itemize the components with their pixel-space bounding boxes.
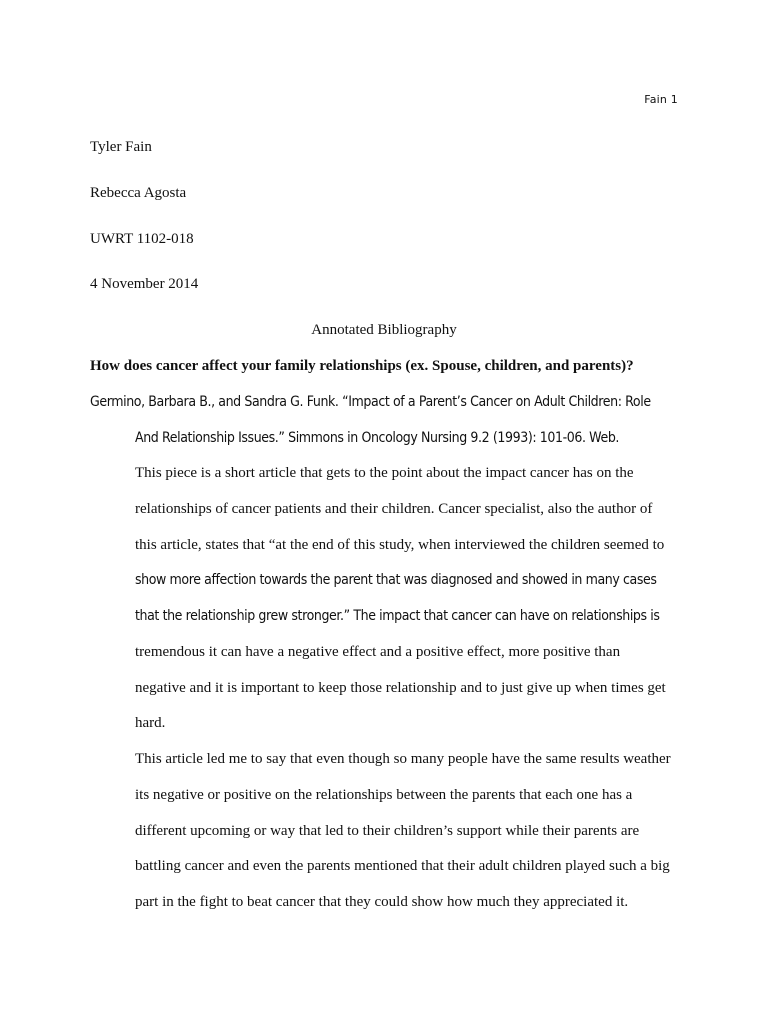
paragraph-line: its negative or positive on the relationships between the parents that each one has a: [135, 787, 633, 803]
research-question: How does cancer affect your family relationships (ex. Spouse, children, and parents)?: [90, 358, 634, 374]
running-header-page-number: Fain 1: [644, 93, 678, 106]
paragraph-line: negative and it is important to keep those relationship and to just give up when times get: [135, 680, 666, 696]
paragraph-line: tremendous it can have a negative effect and a positive effect, more positive than: [135, 644, 621, 660]
paragraph-line: This article led me to say that even though so many people have the same results weather: [135, 751, 671, 767]
paragraph-line: relationships of cancer patients and their children. Cancer specialist, also the author of: [135, 501, 653, 517]
paragraph-line: This piece is a short article that gets to the point about the impact cancer has on the: [135, 465, 634, 481]
paragraph-line: this article, states that “at the end of this study, when interviewed the children seemed to: [135, 537, 665, 553]
paragraph-line: hard.: [135, 715, 166, 731]
instructor-name: Rebecca Agosta: [90, 185, 187, 201]
paragraph-line: different upcoming or way that led to their children’s support while their parents are: [135, 823, 640, 839]
citation-line-1: Germino, Barbara B., and Sandra G. Funk. “Impact of a Parent’s Cancer on Adult Children: Role: [90, 394, 651, 410]
citation-line-2: And Relationship Issues.” Simmons in Oncology Nursing 9.2 (1993): 101-06. Web.: [135, 430, 620, 446]
paragraph-line: that the relationship grew stronger.” The impact that cancer can have on relationships is: [135, 608, 660, 624]
document-title: Annotated Bibliography: [311, 322, 457, 338]
paragraph-line: show more affection towards the parent that was diagnosed and showed in many cases: [135, 572, 657, 588]
paragraph-line: part in the fight to beat cancer that they could show how much they appreciated it.: [135, 894, 629, 910]
date-line: 4 November 2014: [90, 276, 199, 292]
course-name: UWRT 1102-018: [90, 231, 194, 247]
author-name: Tyler Fain: [90, 139, 152, 155]
paragraph-line: battling cancer and even the parents mentioned that their adult children played such a big: [135, 858, 670, 874]
